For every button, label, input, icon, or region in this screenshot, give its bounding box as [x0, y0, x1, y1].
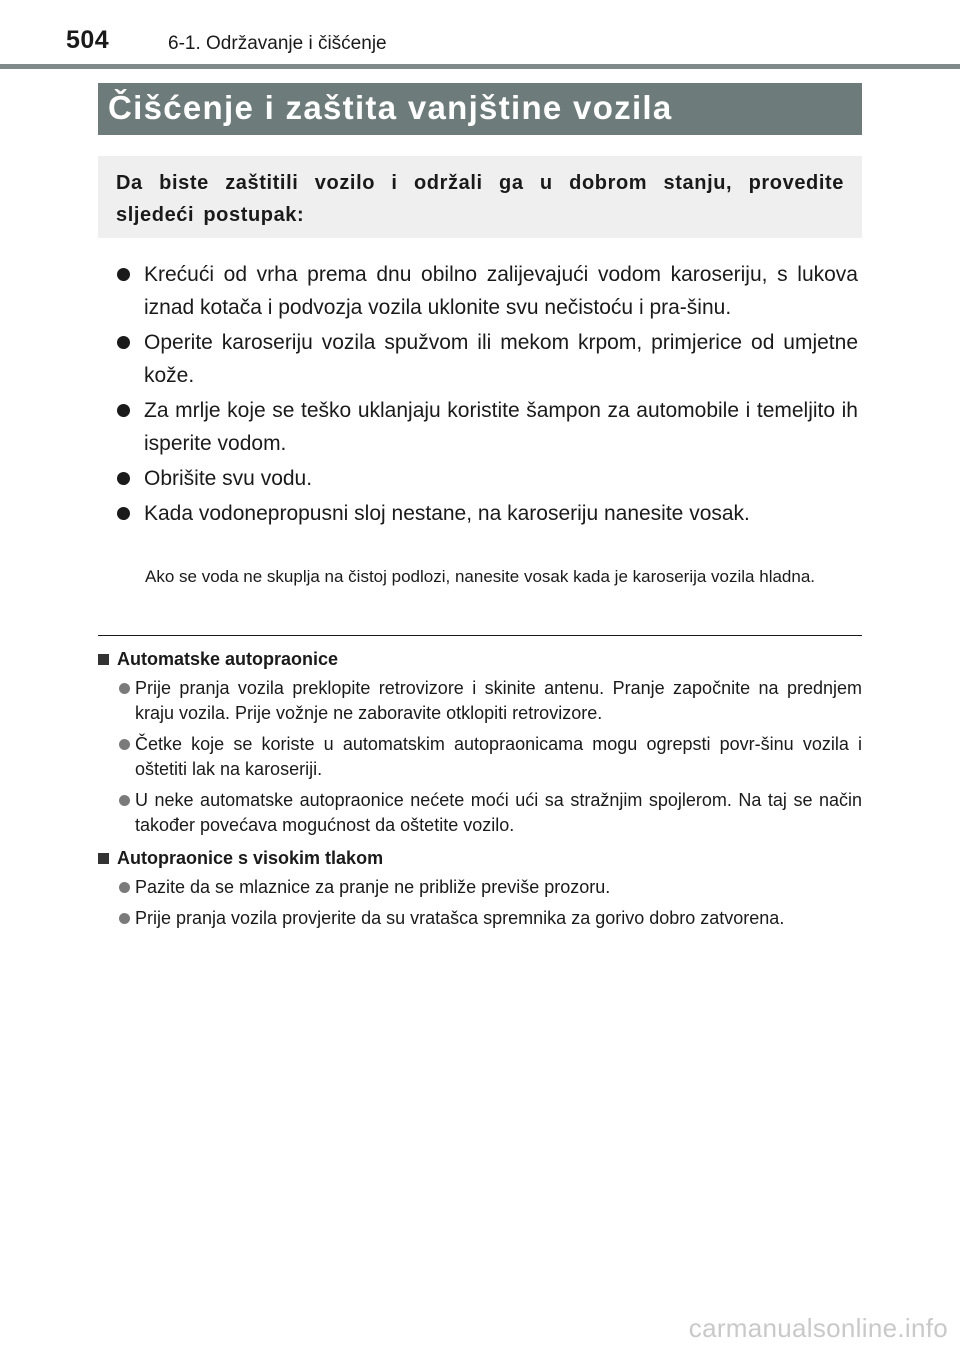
note-item — [98, 788, 862, 838]
note-item-text: Prije pranja vozila preklopite retrovizore i skinite antenu. Pranje započnite na prednjem kraju vozila. Prije vožnje ne zaboravite otklopiti retrovizore. — [135, 678, 862, 723]
note-item-text: Pazite da se mlaznice za pranje ne približe previše prozoru. — [135, 877, 611, 897]
divider — [98, 635, 862, 636]
list-item-text: Obrišite svu vodu. — [144, 467, 313, 490]
list-item — [116, 497, 858, 530]
note-item — [98, 676, 862, 726]
note-heading — [98, 647, 862, 672]
note-item — [98, 875, 862, 900]
bullet-icon — [119, 882, 130, 893]
list-item-text: Krećući od vrha prema dnu obilno zalijevajući vodom karoseriju, s lukova iznad kotača i podvozja vozila uklonite svu nečistoću i pra-šinu. — [144, 263, 858, 319]
page-title: Čišćenje i zaštita vanjštine vozila — [98, 83, 862, 135]
bullet-icon — [119, 739, 130, 750]
intro-box: Da biste zaštitili vozilo i održali ga u dobrom stanju, provedite sljedeći postupak: — [98, 156, 862, 238]
note-item-text: Četke koje se koriste u automatskim autopraonicama mogu ogrepsti povr-šinu vozila i oštetiti lak na karoseriji. — [135, 734, 862, 779]
header-rule — [0, 64, 960, 69]
bullet-icon — [117, 336, 130, 349]
main-procedure-list — [116, 258, 858, 530]
section-label: 6-1. Održavanje i čišćenje — [168, 33, 387, 54]
list-item-text: Operite karoseriju vozila spužvom ili mekom krpom, primjerice od umjetne kože. — [144, 331, 858, 387]
watermark: carmanualsonline.info — [688, 1313, 948, 1343]
note-group-automatic-car-wash — [98, 647, 862, 838]
list-item — [116, 326, 858, 392]
bullet-icon — [119, 795, 130, 806]
note-item — [98, 732, 862, 782]
square-bullet-icon — [98, 654, 109, 665]
note-heading-text: Automatske autopraonice — [117, 649, 339, 669]
notes-section — [98, 647, 862, 937]
bullet-icon — [117, 404, 130, 417]
list-item-text: Za mrlje koje se teško uklanjaju koristite šampon za automobile i temeljito ih isperite vodom. — [144, 399, 858, 455]
note-heading — [98, 846, 862, 871]
list-item — [116, 394, 858, 460]
note-item-text: Prije pranja vozila provjerite da su vratašca spremnika za gorivo dobro zatvorena. — [135, 908, 785, 928]
note-item — [98, 906, 862, 931]
page-number: 504 — [66, 26, 110, 54]
bullet-icon — [119, 683, 130, 694]
bullet-icon — [117, 268, 130, 281]
wax-note: Ako se voda ne skuplja na čistoj podlozi, nanesite vosak kada je karoserija vozila hladna. — [145, 567, 816, 586]
list-item-text: Kada vodonepropusni sloj nestane, na karoseriju nanesite vosak. — [144, 502, 750, 525]
bullet-icon — [119, 913, 130, 924]
note-group-high-pressure-car-wash — [98, 846, 862, 931]
list-item — [116, 462, 858, 495]
square-bullet-icon — [98, 853, 109, 864]
list-item — [116, 258, 858, 324]
note-heading-text: Autopraonice s visokim tlakom — [117, 848, 384, 868]
note-item-text: U neke automatske autopraonice nećete moći ući sa stražnjim spojlerom. Na taj se način također povećava mogućnost da oštetite vozilo. — [135, 790, 862, 835]
bullet-icon — [117, 472, 130, 485]
bullet-icon — [117, 507, 130, 520]
